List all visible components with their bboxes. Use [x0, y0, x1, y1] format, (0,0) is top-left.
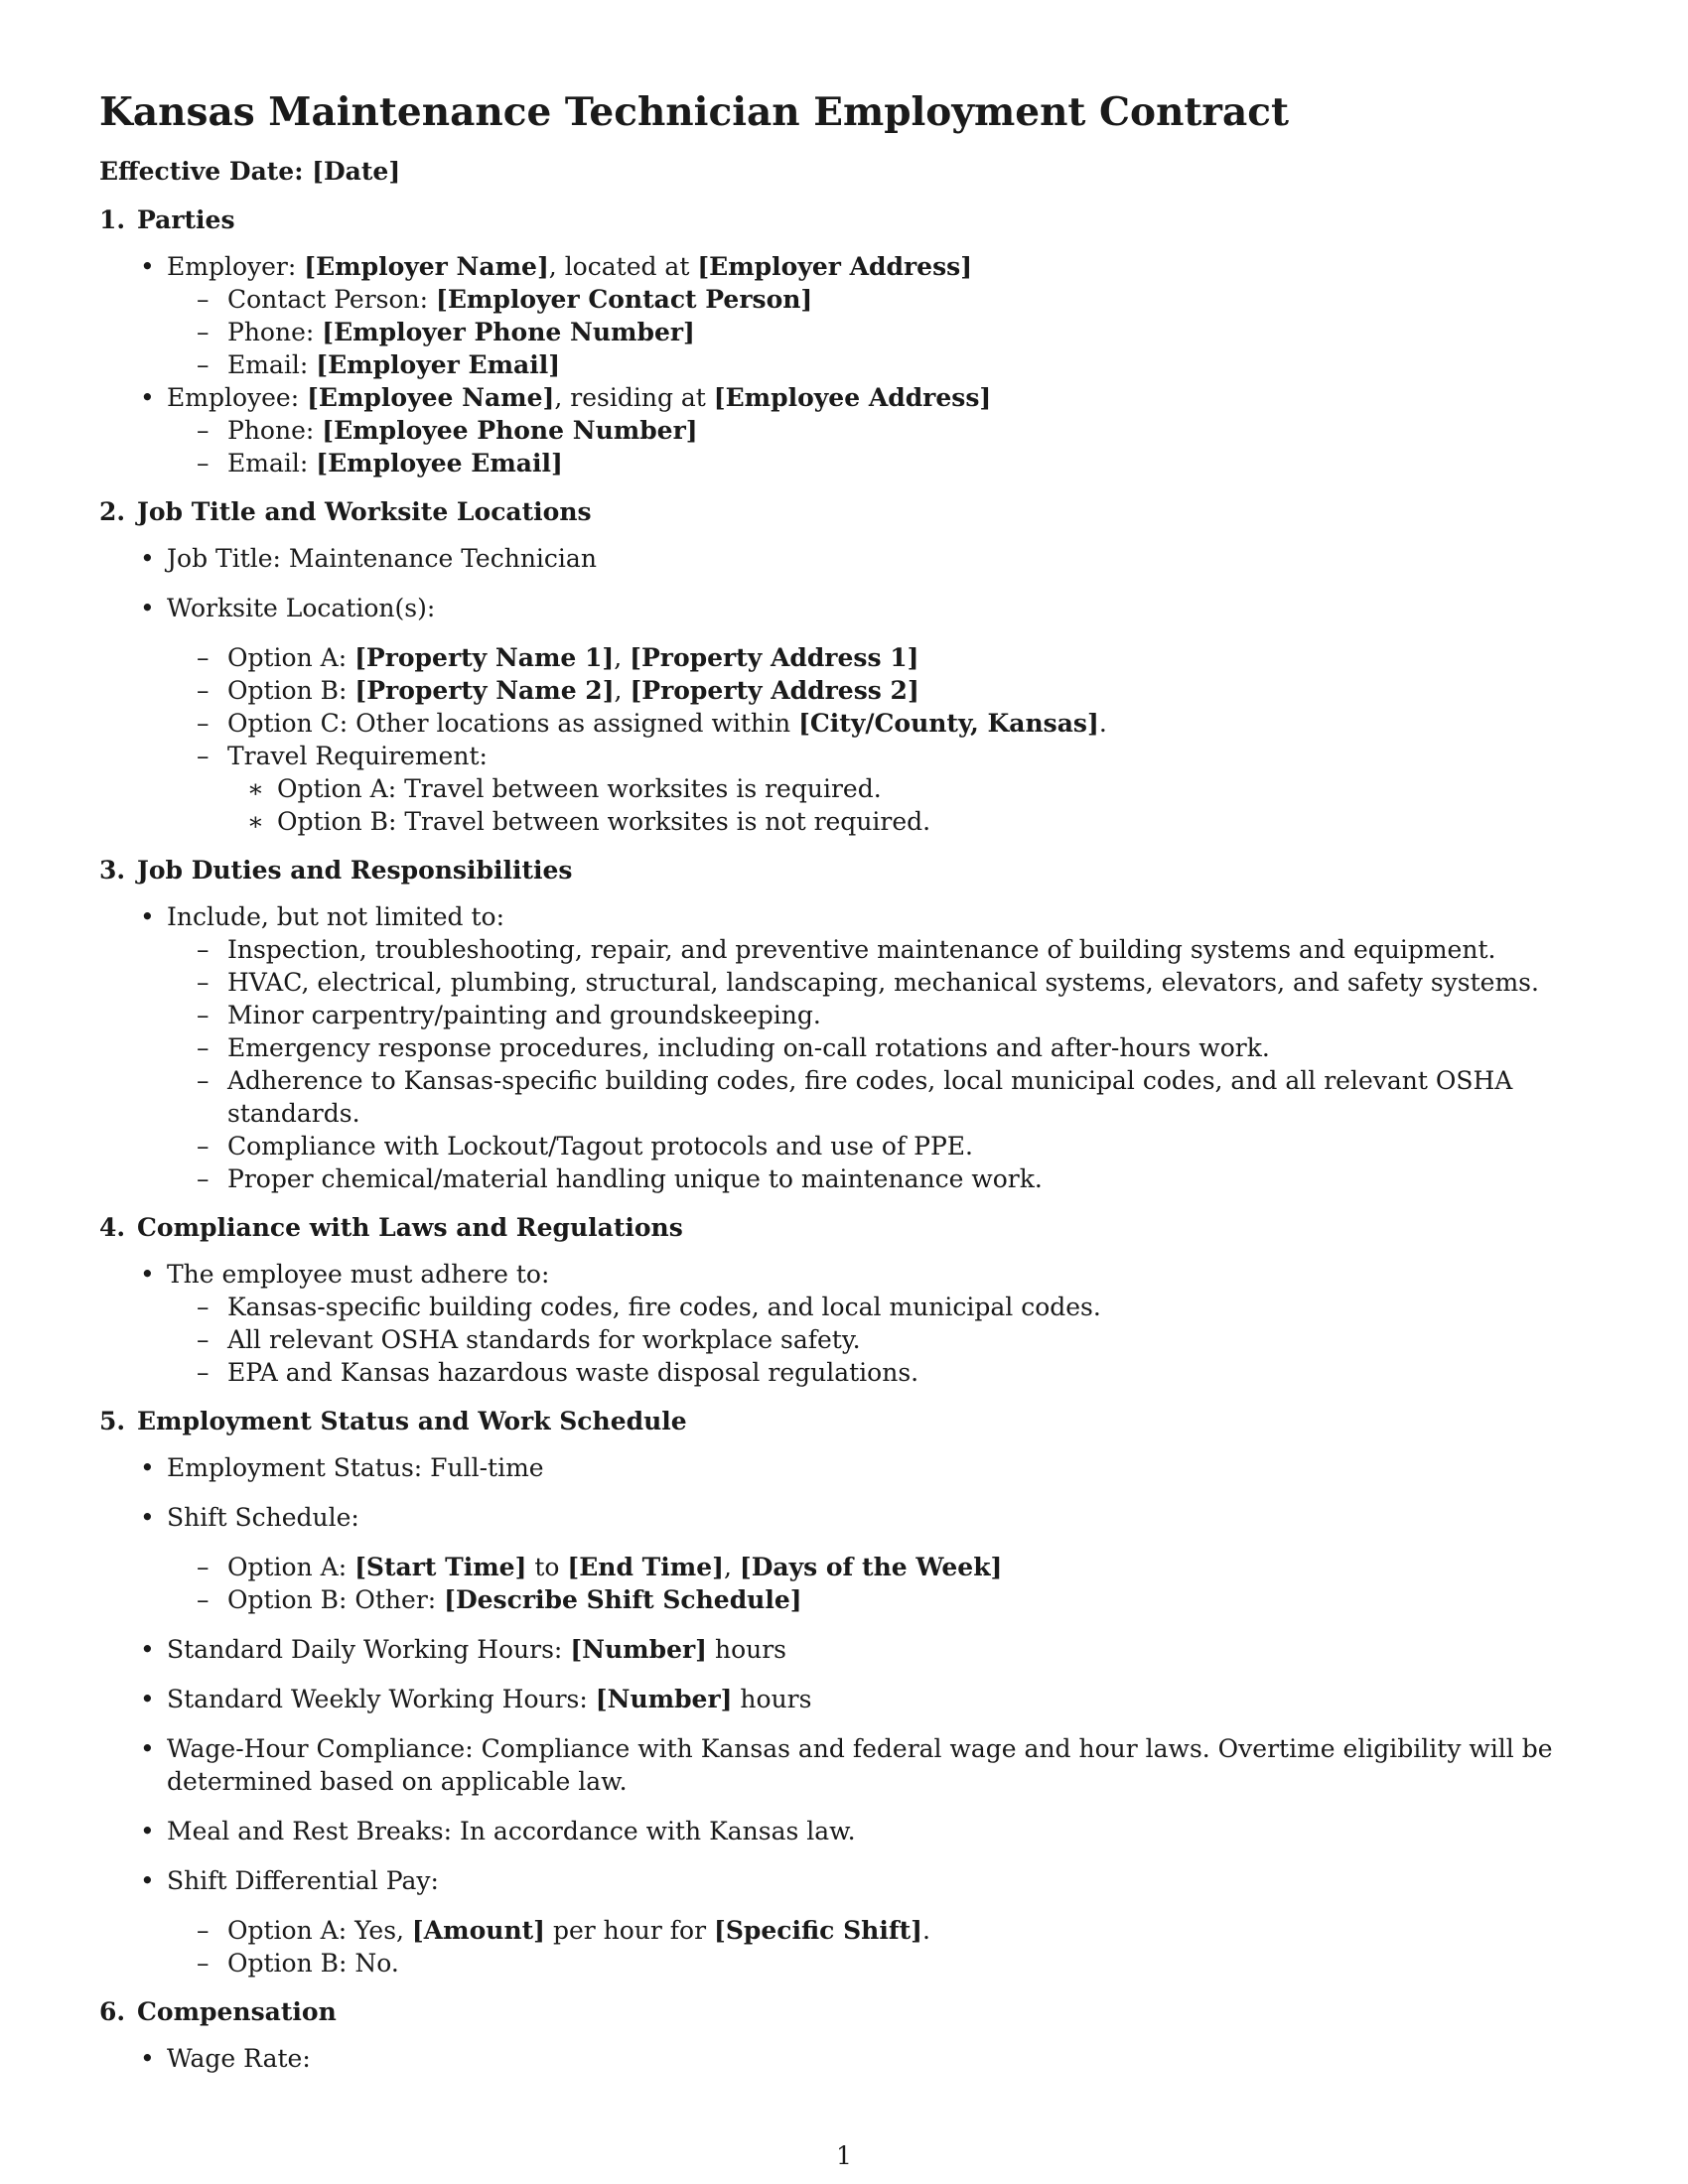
text-fragment: Phone: — [227, 318, 323, 346]
text-fragment: Effective Date: — [99, 157, 304, 186]
text-fragment: Employee: — [167, 383, 308, 412]
text-fragment: . — [1098, 709, 1107, 738]
text-fragment: [Date] — [312, 157, 401, 186]
section-heading-compensation — [99, 1995, 1589, 2028]
list-item: ∗ Option A: Travel between worksites is required. — [247, 772, 1589, 805]
text-fragment: , — [614, 676, 631, 705]
compliance-list — [137, 1258, 1589, 1389]
effective-date — [99, 155, 1589, 188]
text-fragment: [City/County, Kansas] — [798, 709, 1099, 738]
parties-list — [137, 250, 1589, 479]
text-fragment: [Number] — [570, 1635, 708, 1664]
text-fragment: [Property Address 1] — [630, 643, 919, 672]
text-fragment: Compensation — [137, 1997, 337, 2026]
text-fragment: . — [921, 1916, 930, 1945]
list-item: – Adherence to Kansas-specific building codes, fire codes, local municipal codes, and all relevant OSHA standards. — [197, 1064, 1589, 1130]
job-title-list — [137, 542, 1589, 838]
list-item: – Option B: No. — [197, 1947, 1589, 1979]
employee-details — [197, 414, 1589, 479]
differential-options — [197, 1914, 1589, 1979]
text-fragment: Contact Person: — [227, 285, 437, 314]
text-fragment: 3. — [99, 856, 126, 885]
text-fragment: 1. — [99, 205, 126, 234]
text-fragment: Job Title and Worksite Locations — [137, 497, 592, 526]
text-fragment: , located at — [548, 252, 698, 281]
text-fragment: hours — [732, 1685, 812, 1713]
list-item: – Compliance with Lockout/Tagout protocols and use of PPE. — [197, 1130, 1589, 1162]
shift-item — [137, 1501, 1589, 1616]
text-fragment: [Amount] — [411, 1916, 546, 1945]
text-fragment: [Employer Address] — [697, 252, 973, 281]
compliance-sublist — [197, 1291, 1589, 1389]
text-fragment: [Employer Email] — [316, 350, 561, 379]
list-item: – HVAC, electrical, plumbing, structural, landscaping, mechanical systems, elevators, and safety systems. — [197, 966, 1589, 999]
list-item — [197, 1583, 1589, 1616]
text-fragment: 6. — [99, 1997, 126, 2026]
list-item: – Kansas-specific building codes, fire codes, and local municipal codes. — [197, 1291, 1589, 1323]
text-fragment: 2. — [99, 497, 126, 526]
employer-details — [197, 283, 1589, 381]
list-item — [197, 707, 1589, 740]
text-fragment: [Employee Name] — [307, 383, 555, 412]
text-fragment: [Property Name 1] — [354, 643, 615, 672]
list-item: – All relevant OSHA standards for workplace safety. — [197, 1323, 1589, 1356]
section-heading-job-title — [99, 495, 1589, 528]
text-fragment: [Employee Phone Number] — [322, 416, 698, 445]
text-fragment: per hour for — [545, 1916, 715, 1945]
text-fragment: Shift Schedule: — [167, 1503, 359, 1532]
text-fragment: 5. — [99, 1407, 126, 1435]
section-heading-parties — [99, 204, 1589, 236]
text-fragment: , residing at — [554, 383, 714, 412]
list-item: – Emergency response procedures, including on-call rotations and after-hours work. — [197, 1031, 1589, 1064]
compliance-item — [137, 1258, 1589, 1389]
list-item — [197, 740, 1589, 838]
text-fragment: [Start Time] — [354, 1553, 527, 1581]
list-item — [197, 674, 1589, 707]
text-fragment: [Employer Name] — [304, 252, 549, 281]
list-item — [197, 1914, 1589, 1947]
list-item — [197, 414, 1589, 447]
job-title-item: • Job Title: Maintenance Technician — [137, 542, 1589, 575]
text-fragment: Option B: Other: — [227, 1585, 445, 1614]
duties-sublist — [197, 933, 1589, 1195]
list-item: – Inspection, troubleshooting, repair, and preventive maintenance of building systems and equipment. — [197, 933, 1589, 966]
compensation-list — [137, 2042, 1589, 2075]
text-fragment: [Employee Email] — [316, 449, 563, 478]
text-fragment: , — [723, 1553, 740, 1581]
list-item — [197, 641, 1589, 674]
list-item — [197, 1551, 1589, 1583]
document-page — [99, 85, 1589, 2075]
text-fragment: [Employee Address] — [713, 383, 992, 412]
text-fragment: Option A: — [227, 1553, 355, 1581]
schedule-list — [137, 1451, 1589, 1979]
text-fragment: Email: — [227, 449, 317, 478]
status-item: • Employment Status: Full-time — [137, 1451, 1589, 1484]
wage-hour-item: • Wage-Hour Compliance: Compliance with Kansas and federal wage and hour laws. Overtime eligibility will be determined based on applicable law. — [137, 1732, 1589, 1798]
list-item — [197, 447, 1589, 479]
text-fragment: Employment Status and Work Schedule — [137, 1407, 687, 1435]
text-fragment: hours — [707, 1635, 786, 1664]
text-fragment: The employee must adhere to: — [167, 1260, 550, 1289]
employer-item — [137, 250, 1589, 381]
document-title: Kansas Maintenance Technician Employment Contract — [99, 89, 1290, 135]
section-heading-duties — [99, 854, 1589, 887]
text-fragment: Option A: — [227, 643, 355, 672]
list-item: – EPA and Kansas hazardous waste disposal regulations. — [197, 1356, 1589, 1389]
section-heading-compliance — [99, 1211, 1589, 1244]
text-fragment: [Property Name 2] — [354, 676, 615, 705]
list-item — [197, 316, 1589, 348]
list-item — [197, 283, 1589, 316]
text-fragment: Include, but not limited to: — [167, 902, 505, 931]
travel-options — [247, 772, 1589, 838]
text-fragment: 4. — [99, 1213, 126, 1242]
shift-differential-item — [137, 1864, 1589, 1979]
list-item: – Proper chemical/material handling unique to maintenance work. — [197, 1162, 1589, 1195]
text-fragment: [Property Address 2] — [630, 676, 919, 705]
page-number: 1 — [836, 2141, 852, 2170]
meal-breaks-item: • Meal and Rest Breaks: In accordance with Kansas law. — [137, 1815, 1589, 1847]
duties-list — [137, 900, 1589, 1195]
list-item — [197, 348, 1589, 381]
section-heading-schedule — [99, 1405, 1589, 1437]
text-fragment: Travel Requirement: — [227, 742, 488, 770]
worksite-item — [137, 592, 1589, 838]
text-fragment: Worksite Location(s): — [167, 594, 436, 622]
text-fragment: [Employer Contact Person] — [436, 285, 813, 314]
text-fragment: [Number] — [595, 1685, 733, 1713]
text-fragment: Standard Daily Working Hours: — [167, 1635, 571, 1664]
text-fragment: Option A: Yes, — [227, 1916, 412, 1945]
text-fragment: Option B: — [227, 676, 355, 705]
worksite-options — [197, 641, 1589, 838]
wage-rate-item: • Wage Rate: — [137, 2042, 1589, 2075]
daily-hours-item — [137, 1633, 1589, 1666]
text-fragment: Standard Weekly Working Hours: — [167, 1685, 596, 1713]
text-fragment: [Describe Shift Schedule] — [444, 1585, 802, 1614]
text-fragment: Option C: Other locations as assigned within — [227, 709, 799, 738]
text-fragment: Phone: — [227, 416, 323, 445]
text-fragment: to — [526, 1553, 568, 1581]
text-fragment: Job Duties and Responsibilities — [137, 856, 573, 885]
shift-options — [197, 1551, 1589, 1616]
list-item: – Minor carpentry/painting and groundskeeping. — [197, 999, 1589, 1031]
text-fragment: Shift Differential Pay: — [167, 1866, 439, 1895]
duties-item — [137, 900, 1589, 1195]
text-fragment: [End Time] — [567, 1553, 724, 1581]
employee-item — [137, 381, 1589, 479]
text-fragment: [Days of the Week] — [739, 1553, 1003, 1581]
text-fragment: Employer: — [167, 252, 305, 281]
list-item: ∗ Option B: Travel between worksites is not required. — [247, 805, 1589, 838]
text-fragment: , — [614, 643, 631, 672]
text-fragment: [Specific Shift] — [714, 1916, 922, 1945]
text-fragment: Parties — [137, 205, 235, 234]
weekly-hours-item — [137, 1683, 1589, 1715]
text-fragment: [Employer Phone Number] — [322, 318, 695, 346]
text-fragment: Compliance with Laws and Regulations — [137, 1213, 683, 1242]
text-fragment: Email: — [227, 350, 317, 379]
